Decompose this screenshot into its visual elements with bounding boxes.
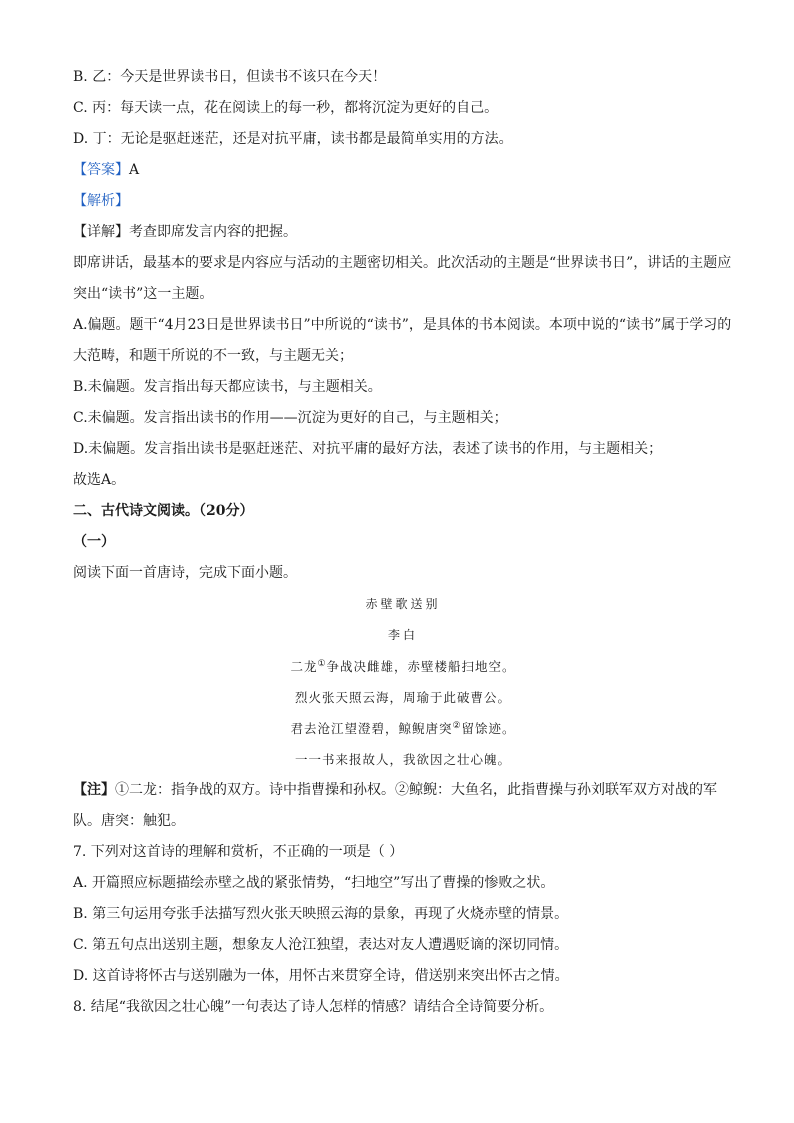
explanation-c: C.未偏题。发言指出读书的作用——沉淀为更好的自己，与主题相关； [73, 410, 508, 426]
answer-line [73, 155, 733, 186]
notes-tag: 【注】 [73, 782, 115, 798]
section-heading: 二、古代诗文阅读。（20分） [73, 503, 254, 519]
explanation-a: A.偏题。题干“4月23日是世界读书日”中所说的“读书”，是具体的书本阅读。本项中说的“读书”属于学习的大范畴，和题干所说的不一致，与主题无关； [73, 317, 732, 364]
poem-note-marker-2: ② [452, 720, 462, 731]
detail-tag: 【详解】 [73, 224, 129, 240]
option-c: C. 丙：每天读一点，花在阅读上的每一秒，都将沉淀为更好的自己。 [73, 100, 499, 116]
question-7-stem: 7. 下列对这首诗的理解和赏析，不正确的一项是（ ） [73, 844, 404, 860]
question-7-option-b: B. 第三句运用夸张手法描写烈火张天映照云海的景象，再现了火烧赤壁的情景。 [73, 906, 569, 922]
poem-line-1-end: 争战决雌雄，赤壁楼船扫地空。 [326, 659, 516, 674]
poem-line-3 [73, 713, 733, 744]
poem-note-marker-1: ① [317, 658, 327, 669]
explanation-d: D.未偏题。发言指出读书是驱赶迷茫、对抗平庸的最好方法，表述了读书的作用，与主题相关； [73, 441, 663, 457]
poem-line-3-end: 留馀迹。 [461, 721, 516, 736]
detail-text: 考查即席发言内容的把握。 [129, 224, 297, 240]
answer-value: A [129, 162, 140, 178]
poem-line-1 [73, 651, 733, 682]
poem-line-2: 烈火张天照云海，周瑜于此破曹公。 [294, 690, 511, 705]
poem-author: 李白 [387, 628, 418, 642]
explanation-intro: 即席讲话，最基本的要求是内容应与活动的主题密切相关。此次活动的主题是“世界读书日”，讲话的主题应突出“读书”这一主题。 [73, 255, 732, 302]
option-d: D. 丁：无论是驱赶迷茫，还是对抗平庸，读书都是最简单实用的方法。 [73, 131, 513, 147]
poem-line-3-start: 君去沧江望澄碧，鲸鲵唐突 [290, 721, 453, 736]
section-subheading: （一） [73, 534, 115, 550]
question-7-option-d: D. 这首诗将怀古与送别融为一体，用怀古来贯穿全诗，借送别来突出怀古之情。 [73, 968, 569, 984]
explanation-b: B.未偏题。发言指出每天都应读书，与主题相关。 [73, 379, 382, 395]
poem-line-4: 一一书来报故人，我欲因之壮心魄。 [294, 752, 511, 767]
poem-notes [73, 775, 733, 837]
question-8-stem: 8. 结尾“我欲因之壮心魄”一句表达了诗人怎样的情感？请结合全诗简要分析。 [73, 999, 554, 1015]
section-instruction: 阅读下面一首唐诗，完成下面小题。 [73, 565, 297, 581]
poem-title: 赤壁歌送别 [365, 597, 441, 611]
answer-tag: 【答案】 [73, 162, 129, 178]
option-b: B. 乙：今天是世界读书日，但读书不该只在今天！ [73, 69, 387, 85]
explanation-conclusion: 故选A。 [73, 472, 126, 488]
analysis-tag: 【解析】 [73, 193, 129, 209]
question-7-option-c: C. 第五句点出送别主题，想象友人沧江独望，表达对友人遭遇贬谪的深切同情。 [73, 937, 569, 953]
poem-line-1-start: 二龙 [290, 659, 318, 674]
document-page [73, 62, 733, 1023]
detail-line [73, 217, 733, 248]
notes-text: ①二龙：指争战的双方。诗中指曹操和孙权。②鲸鲵：大鱼名，此指曹操与孙刘联军双方对战的军队。唐突：触犯。 [73, 782, 717, 829]
question-7-option-a: A. 开篇照应标题描绘赤壁之战的紧张情势，“扫地空”写出了曹操的惨败之状。 [73, 875, 555, 891]
analysis-line [73, 186, 733, 217]
